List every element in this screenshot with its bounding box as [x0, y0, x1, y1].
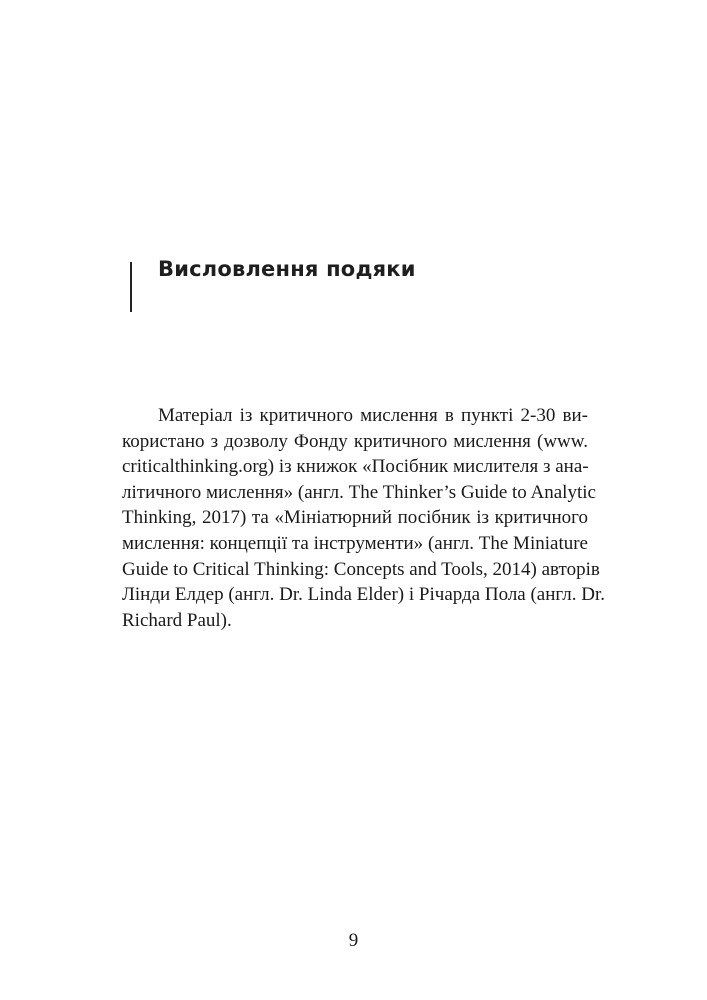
paragraph-line: criticalthinking.org) із книжок «Посібник мислителя з ана-: [122, 456, 589, 478]
paragraph-line: Матеріал із критичного мислення в пункті 2-30 ви-: [158, 405, 588, 426]
paragraph-line: Лінди Елдер (англ. Dr. Linda Elder) і Річарда Пола (англ. Dr.: [122, 584, 605, 606]
paragraph-line: літичного мислення» (англ. The Thinker’s Guide to Analytic: [122, 481, 596, 503]
paragraph-line: Guide to Critical Thinking: Concepts and Tools, 2014) авторів: [122, 558, 600, 580]
page-title: Висловлення подяки: [158, 257, 416, 281]
paragraph-line: користано з дозволу Фонду критичного мислення (www.: [122, 430, 588, 452]
heading-accent-bar: [130, 262, 132, 312]
page-number: 9: [348, 930, 359, 951]
paragraph-line: Thinking, 2017) та «Мініатюрний посібник із критичного: [122, 507, 588, 529]
paragraph-line: Richard Paul).: [122, 609, 232, 631]
acknowledgement-paragraph: [122, 403, 605, 633]
paragraph-line: мислення: концепції та інструменти» (англ. The Miniature: [122, 532, 588, 554]
